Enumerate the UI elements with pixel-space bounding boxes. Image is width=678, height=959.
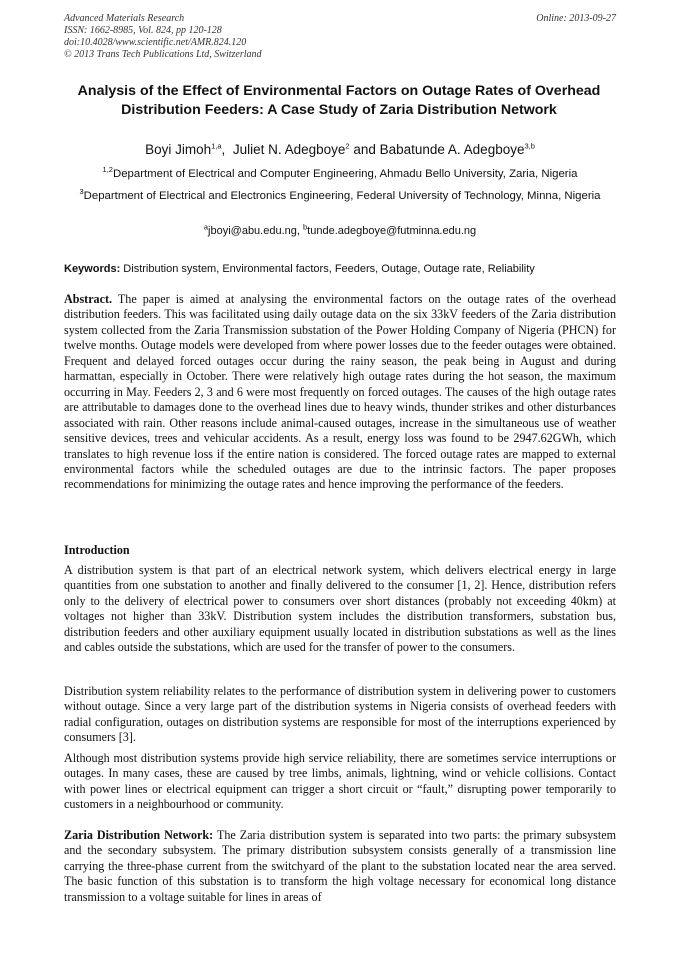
affiliation (64, 167, 616, 182)
paragraph (64, 828, 616, 905)
author-separator: , (221, 142, 233, 157)
issn: ISSN: 1662-8985, Vol. 824, pp 120-128 (64, 25, 222, 36)
abstract-label: Abstract. (64, 292, 113, 306)
keywords-label: Keywords: (64, 263, 121, 275)
affiliation-sup: 3 (79, 187, 84, 197)
author-name: Babatunde A. Adegboye (379, 142, 525, 157)
email-link[interactable]: jboyi@abu.edu.ng (208, 225, 297, 237)
section-heading: Introduction (64, 543, 130, 557)
author-emails (64, 224, 616, 238)
email-sup: b (303, 222, 308, 232)
email-link[interactable]: tunde.adegboye@futminna.edu.ng (307, 225, 477, 237)
author-sup: 1,a (211, 141, 222, 151)
affiliation-text: Department of Electrical and Computer Engineering, Ahmadu Bello University, Zaria, Nigeria (112, 168, 578, 180)
author-separator: and (349, 142, 380, 157)
run-in-heading: Zaria Distribution Network: (64, 828, 214, 842)
affiliation (64, 189, 616, 204)
author-sup: 2 (345, 141, 350, 151)
author-name: Boyi Jimoh (145, 142, 212, 157)
affiliation-text: Department of Electrical and Electronics Engineering, Federal University of Technology, Minna, Nigeria (83, 190, 601, 202)
paper-title: Analysis of the Effect of Environmental Factors on Outage Rates of Overhead Distribution Feeders: A Case Study of Zaria Distribution Network (77, 83, 601, 118)
doi: doi:10.4028/www.scientific.net/AMR.824.120 (64, 37, 247, 48)
abstract-text: The paper is aimed at analysing the environmental factors on the outage rates of the overhead distribution feeders. This was facilitated using daily outage data on the six 33kV feeders of the Zaria distribution system collected from the Zaria Transmission substation of the Power Holding Company of Nigeria (PHCN) for twelve months. Outage models were developed from where power losses due to the feeder outages were obtained. Frequent and delayed forced outages occur during the rainy season, the peak being in August and during harmattan, especially in October. There were relatively high outage rates during the hot season, the maximum occurring in May. Feeders 2, 3 and 6 were most frequently on forced outages. The causes of the high outage rates are attributable to damages done to the overhead lines due to heavy winds, thunder strikes and other disturbances associated with rain. Other reasons include animal-caused outages, increase in the simultaneous use of weather sensitive devices, trees and vehicular accidents. As a result, energy loss was found to be 2947.62GWh, which translates to high revenue loss if the entire nation is considered. The forced outage rates are mapped to external environmental factors while the scheduled outages are due to the intrinsic factors. The paper proposes recommendations for minimizing the outage rates and hence improving the performance of the feeders. (64, 292, 616, 492)
email-sup: a (203, 222, 209, 232)
journal-header (64, 13, 616, 61)
copyright: © 2013 Trans Tech Publications Ltd, Switzerland (64, 49, 262, 60)
online-date: Online: 2013-09-27 (536, 13, 616, 24)
email-separator: , (296, 225, 303, 237)
journal-name: Advanced Materials Research (64, 13, 185, 24)
abstract (64, 292, 616, 493)
keywords (64, 262, 616, 276)
paragraph-text: The Zaria distribution system is separated into two parts: the primary subsystem and the secondary subsystem. The primary distribution subsystem consists generally of a transmission line carrying the three-phase current from the switchyard of the plant to the substation located near the area served. The basic function of this substation is to transform the high voltage necessary for economical long distance transmission to a voltage suitable for lines in areas of (64, 828, 616, 904)
author-list (64, 141, 616, 159)
author-name: Juliet N. Adegboye (232, 142, 346, 157)
keywords-text: Distribution system, Environmental factors, Feeders, Outage, Outage rate, Reliability (120, 263, 535, 275)
paragraph: A distribution system is that part of an electrical network system, which delivers electrical energy in large quantities from one substation to another and finally delivered to the consumer [1, 2]. Hence, distribution refers only to the delivery of electrical power to consumers over short distances (probably not exceeding 40km) at voltages not higher than 33kV. Distribution system includes the distribution transformers, substation bus, distribution feeders and other auxiliary equipment usually located in distribution substations as well as the lines and cables outside the substations, which are used for the transfer of power to the consumers. (64, 563, 616, 655)
paragraph: Although most distribution systems provide high service reliability, there are sometimes service interruptions or outages. In many cases, these are caused by tree limbs, animals, lightning, wind or vehicle collisions. Contact with power lines or electrical equipment can trigger a short circuit or “fault,” disrupting power temporarily to customers in a neighbourhood or community. (64, 751, 616, 812)
author-sup: 3,b (524, 141, 535, 151)
paragraph: Distribution system reliability relates to the performance of distribution system in delivering power to customers without outage. Since a very large part of the distribution systems in Nigeria consists of overhead feeders with radial configuration, outages on distribution systems are responsible for most of the interruptions experienced by consumers [3]. (64, 684, 616, 745)
affiliation-sup: 1,2 (102, 165, 113, 175)
